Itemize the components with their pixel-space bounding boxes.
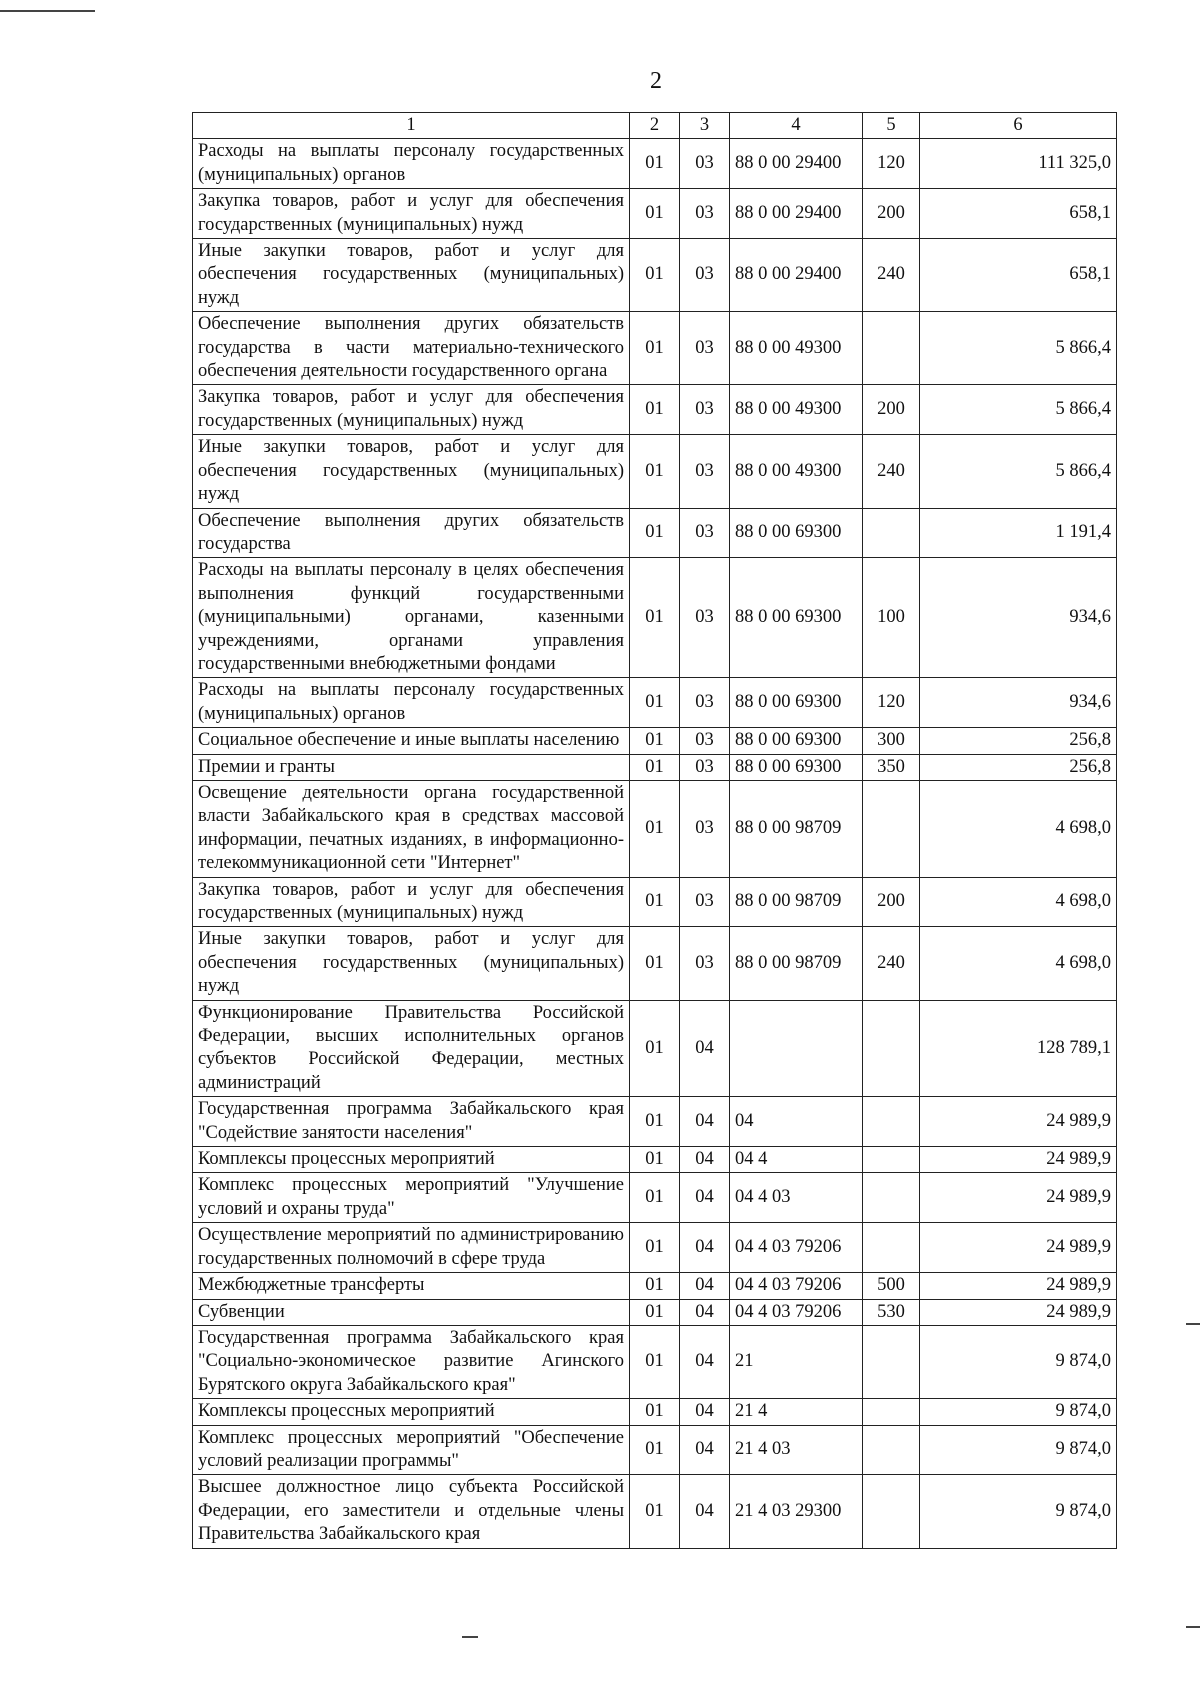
- amount: 24 989,9: [920, 1147, 1117, 1173]
- table-row: [193, 189, 1117, 239]
- target-article-code: 88 0 00 49300: [730, 435, 863, 508]
- row-description: Государственная программа Забайкальского края "Социально-экономическое развитие Агинского Бурятского округа Забайкальского края": [193, 1325, 630, 1398]
- subsection-code: 04: [680, 1097, 730, 1147]
- section-code: 01: [630, 1273, 680, 1299]
- subsection-code: 03: [680, 754, 730, 780]
- expense-type-code: 100: [863, 558, 920, 678]
- expense-type-code: 120: [863, 139, 920, 189]
- table-row: [193, 927, 1117, 1000]
- table-row: [193, 678, 1117, 728]
- amount: 658,1: [920, 189, 1117, 239]
- section-code: 01: [630, 189, 680, 239]
- section-code: 01: [630, 780, 680, 877]
- subsection-code: 03: [680, 385, 730, 435]
- table-row: [193, 435, 1117, 508]
- expense-type-code: 240: [863, 927, 920, 1000]
- subsection-code: 04: [680, 1000, 730, 1097]
- target-article-code: 88 0 00 29400: [730, 239, 863, 312]
- column-header: 4: [730, 113, 863, 139]
- table-row: [193, 754, 1117, 780]
- section-code: 01: [630, 1399, 680, 1425]
- amount: 1 191,4: [920, 508, 1117, 558]
- expense-type-code: [863, 1425, 920, 1475]
- column-header: 5: [863, 113, 920, 139]
- target-article-code: 04 4 03 79206: [730, 1299, 863, 1325]
- row-description: Государственная программа Забайкальского края "Содействие занятости населения": [193, 1097, 630, 1147]
- expense-type-code: 200: [863, 189, 920, 239]
- subsection-code: 04: [680, 1325, 730, 1398]
- target-article-code: 88 0 00 69300: [730, 754, 863, 780]
- amount: 658,1: [920, 239, 1117, 312]
- row-description: Иные закупки товаров, работ и услуг для обеспечения государственных (муниципальных) нужд: [193, 927, 630, 1000]
- amount: 5 866,4: [920, 435, 1117, 508]
- amount: 111 325,0: [920, 139, 1117, 189]
- section-code: 01: [630, 1325, 680, 1398]
- table-row: [193, 1000, 1117, 1097]
- row-description: Закупка товаров, работ и услуг для обеспечения государственных (муниципальных) нужд: [193, 877, 630, 927]
- expense-type-code: 200: [863, 877, 920, 927]
- section-code: 01: [630, 728, 680, 754]
- section-code: 01: [630, 1223, 680, 1273]
- row-description: Иные закупки товаров, работ и услуг для обеспечения государственных (муниципальных) нужд: [193, 239, 630, 312]
- section-code: 01: [630, 139, 680, 189]
- expense-type-code: 350: [863, 754, 920, 780]
- target-article-code: 88 0 00 98709: [730, 780, 863, 877]
- expense-type-code: 240: [863, 435, 920, 508]
- row-description: Функционирование Правительства Российской Федерации, высших исполнительных органов субъектов Российской Федерации, местных администраций: [193, 1000, 630, 1097]
- section-code: 01: [630, 312, 680, 385]
- target-article-code: 04: [730, 1097, 863, 1147]
- subsection-code: 03: [680, 189, 730, 239]
- expense-type-code: 200: [863, 385, 920, 435]
- row-description: Осуществление мероприятий по администрированию государственных полномочий в сфере труда: [193, 1223, 630, 1273]
- subsection-code: 04: [680, 1399, 730, 1425]
- target-article-code: 04 4: [730, 1147, 863, 1173]
- section-code: 01: [630, 239, 680, 312]
- table-row: [193, 385, 1117, 435]
- target-article-code: 88 0 00 69300: [730, 728, 863, 754]
- row-description: Межбюджетные трансферты: [193, 1273, 630, 1299]
- table-row: [193, 1325, 1117, 1398]
- amount: 24 989,9: [920, 1299, 1117, 1325]
- row-description: Социальное обеспечение и иные выплаты населению: [193, 728, 630, 754]
- section-code: 01: [630, 558, 680, 678]
- subsection-code: 03: [680, 780, 730, 877]
- row-description: Иные закупки товаров, работ и услуг для обеспечения государственных (муниципальных) нужд: [193, 435, 630, 508]
- table-row: [193, 139, 1117, 189]
- amount: 128 789,1: [920, 1000, 1117, 1097]
- row-description: Субвенции: [193, 1299, 630, 1325]
- table-row: [193, 1399, 1117, 1425]
- section-code: 01: [630, 1425, 680, 1475]
- table-row: [193, 1425, 1117, 1475]
- subsection-code: 03: [680, 239, 730, 312]
- target-article-code: [730, 1000, 863, 1097]
- section-code: 01: [630, 1147, 680, 1173]
- expense-type-code: [863, 1399, 920, 1425]
- expense-type-code: [863, 1223, 920, 1273]
- expense-type-code: [863, 508, 920, 558]
- table-row: [193, 1223, 1117, 1273]
- subsection-code: 04: [680, 1273, 730, 1299]
- target-article-code: 88 0 00 29400: [730, 189, 863, 239]
- section-code: 01: [630, 1000, 680, 1097]
- expense-type-code: 120: [863, 678, 920, 728]
- expense-type-code: [863, 312, 920, 385]
- section-code: 01: [630, 1475, 680, 1548]
- subsection-code: 03: [680, 508, 730, 558]
- subsection-code: 04: [680, 1223, 730, 1273]
- target-article-code: 88 0 00 98709: [730, 877, 863, 927]
- subsection-code: 03: [680, 728, 730, 754]
- expense-type-code: [863, 1097, 920, 1147]
- expense-type-code: 530: [863, 1299, 920, 1325]
- expense-type-code: [863, 1147, 920, 1173]
- amount: 24 989,9: [920, 1223, 1117, 1273]
- target-article-code: 21: [730, 1325, 863, 1398]
- row-description: Закупка товаров, работ и услуг для обеспечения государственных (муниципальных) нужд: [193, 189, 630, 239]
- table-row: [193, 780, 1117, 877]
- target-article-code: 88 0 00 49300: [730, 312, 863, 385]
- amount: 256,8: [920, 728, 1117, 754]
- row-description: Высшее должностное лицо субъекта Российской Федерации, его заместители и отдельные члены Правительства Забайкальского края: [193, 1475, 630, 1548]
- amount: 5 866,4: [920, 312, 1117, 385]
- row-description: Комплексы процессных мероприятий: [193, 1147, 630, 1173]
- table-row: [193, 1299, 1117, 1325]
- row-description: Обеспечение выполнения других обязательств государства в части материально-технического обеспечения деятельности государственного органа: [193, 312, 630, 385]
- row-description: Комплекс процессных мероприятий "Обеспечение условий реализации программы": [193, 1425, 630, 1475]
- target-article-code: 04 4 03 79206: [730, 1223, 863, 1273]
- table-row: [193, 1097, 1117, 1147]
- row-description: Премии и гранты: [193, 754, 630, 780]
- target-article-code: 88 0 00 98709: [730, 927, 863, 1000]
- target-article-code: 21 4 03 29300: [730, 1475, 863, 1548]
- row-description: Освещение деятельности органа государственной власти Забайкальского края в средствах массовой информации, печатных изданиях, в информационно-телекоммуникационной сети "Интернет": [193, 780, 630, 877]
- subsection-code: 03: [680, 877, 730, 927]
- target-article-code: 04 4 03 79206: [730, 1273, 863, 1299]
- expense-type-code: [863, 1000, 920, 1097]
- amount: 24 989,9: [920, 1097, 1117, 1147]
- section-code: 01: [630, 1299, 680, 1325]
- scan-mark: [1186, 1323, 1200, 1325]
- section-code: 01: [630, 678, 680, 728]
- amount: 24 989,9: [920, 1173, 1117, 1223]
- subsection-code: 03: [680, 435, 730, 508]
- scan-mark: [462, 1636, 478, 1638]
- page-number: 2: [650, 68, 662, 94]
- subsection-code: 04: [680, 1173, 730, 1223]
- table-row: [193, 1147, 1117, 1173]
- row-description: Закупка товаров, работ и услуг для обеспечения государственных (муниципальных) нужд: [193, 385, 630, 435]
- target-article-code: 88 0 00 69300: [730, 678, 863, 728]
- table-row: [193, 312, 1117, 385]
- column-header: 2: [630, 113, 680, 139]
- target-article-code: 88 0 00 69300: [730, 558, 863, 678]
- section-code: 01: [630, 435, 680, 508]
- expense-type-code: [863, 1325, 920, 1398]
- amount: 5 866,4: [920, 385, 1117, 435]
- scan-mark: [1186, 1626, 1200, 1628]
- amount: 9 874,0: [920, 1425, 1117, 1475]
- subsection-code: 04: [680, 1147, 730, 1173]
- table-row: [193, 239, 1117, 312]
- subsection-code: 04: [680, 1475, 730, 1548]
- amount: 9 874,0: [920, 1475, 1117, 1548]
- amount: 4 698,0: [920, 780, 1117, 877]
- amount: 934,6: [920, 678, 1117, 728]
- subsection-code: 03: [680, 139, 730, 189]
- section-code: 01: [630, 508, 680, 558]
- expense-type-code: 240: [863, 239, 920, 312]
- target-article-code: 04 4 03: [730, 1173, 863, 1223]
- section-code: 01: [630, 877, 680, 927]
- expense-type-code: 500: [863, 1273, 920, 1299]
- section-code: 01: [630, 754, 680, 780]
- amount: 9 874,0: [920, 1325, 1117, 1398]
- table-row: [193, 1273, 1117, 1299]
- column-header: 3: [680, 113, 730, 139]
- amount: 4 698,0: [920, 877, 1117, 927]
- target-article-code: 88 0 00 69300: [730, 508, 863, 558]
- target-article-code: 88 0 00 29400: [730, 139, 863, 189]
- subsection-code: 04: [680, 1299, 730, 1325]
- amount: 934,6: [920, 558, 1117, 678]
- subsection-code: 03: [680, 678, 730, 728]
- budget-table: [192, 112, 1117, 1549]
- table-row: [193, 877, 1117, 927]
- table-row: [193, 1173, 1117, 1223]
- target-article-code: 88 0 00 49300: [730, 385, 863, 435]
- amount: 9 874,0: [920, 1399, 1117, 1425]
- subsection-code: 04: [680, 1425, 730, 1475]
- table-row: [193, 558, 1117, 678]
- subsection-code: 03: [680, 927, 730, 1000]
- table-row: [193, 1475, 1117, 1548]
- section-code: 01: [630, 385, 680, 435]
- table-header-row: [193, 113, 1117, 139]
- table-row: [193, 508, 1117, 558]
- column-header: 1: [193, 113, 630, 139]
- section-code: 01: [630, 927, 680, 1000]
- expense-type-code: [863, 1173, 920, 1223]
- expense-type-code: 300: [863, 728, 920, 754]
- target-article-code: 21 4: [730, 1399, 863, 1425]
- section-code: 01: [630, 1173, 680, 1223]
- row-description: Расходы на выплаты персоналу в целях обеспечения выполнения функций государственными (муниципальными) органами, казенными учреждениями, органами управления государственными внебюджетными фондами: [193, 558, 630, 678]
- scan-mark: [0, 10, 95, 12]
- row-description: Комплекс процессных мероприятий "Улучшение условий и охраны труда": [193, 1173, 630, 1223]
- subsection-code: 03: [680, 312, 730, 385]
- column-header: 6: [920, 113, 1117, 139]
- row-description: Расходы на выплаты персоналу государственных (муниципальных) органов: [193, 139, 630, 189]
- row-description: Расходы на выплаты персоналу государственных (муниципальных) органов: [193, 678, 630, 728]
- expense-type-code: [863, 780, 920, 877]
- amount: 4 698,0: [920, 927, 1117, 1000]
- amount: 256,8: [920, 754, 1117, 780]
- amount: 24 989,9: [920, 1273, 1117, 1299]
- section-code: 01: [630, 1097, 680, 1147]
- table-row: [193, 728, 1117, 754]
- row-description: Обеспечение выполнения других обязательств государства: [193, 508, 630, 558]
- expense-type-code: [863, 1475, 920, 1548]
- subsection-code: 03: [680, 558, 730, 678]
- target-article-code: 21 4 03: [730, 1425, 863, 1475]
- row-description: Комплексы процессных мероприятий: [193, 1399, 630, 1425]
